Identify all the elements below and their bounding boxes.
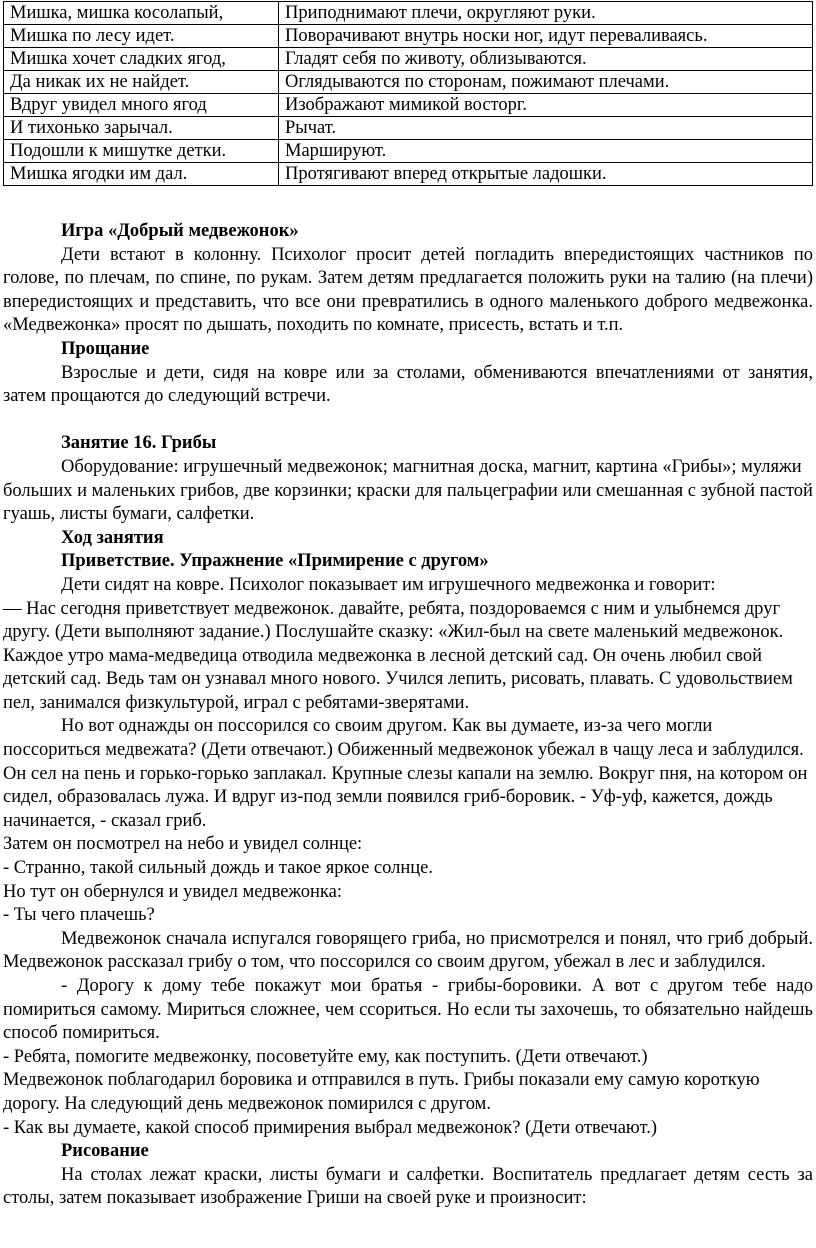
table-cell-verse: Мишка ягодки им дал.: [4, 163, 279, 186]
paragraph: Медвежонок сначала испугался говорящего гриба, но присмотрелся и понял, что гриб добрый. Медвежонок рассказал грибу о том, что поссорился со своим другом, убежал в лес и заблудился.: [3, 928, 813, 973]
paragraph: - Дорогу к дому тебе покажут мои братья - грибы-боровики. А вот с другом тебе надо помириться самому. Мириться сложнее, чем ссориться. Но если ты захочешь, то обязательно найдешь способ помириться.: [3, 976, 813, 1044]
table-cell-verse: Мишка, мишка косолапый,: [4, 2, 279, 25]
table-cell-movement: Оглядываются по сторонам, пожимают плечами.: [279, 71, 813, 94]
table-cell-verse: И тихонько зарычал.: [4, 117, 279, 140]
table-cell-verse: Подошли к мишутке детки.: [4, 140, 279, 163]
paragraph: Медвежонок поблагодарил боровика и отправился в путь. Грибы показали ему самую короткую дорогу. На следующий день медвежонок помирился с другом.: [3, 1070, 760, 1114]
table-row: [4, 71, 813, 94]
table-row: [4, 117, 813, 140]
greeting-heading: Приветствие. Упражнение «Примирение с другом»: [61, 551, 489, 572]
document-body: [3, 220, 813, 1211]
table-cell-movement: Поворачивают внутрь носки ног, идут переваливаясь.: [279, 25, 813, 48]
table-row: [4, 25, 813, 48]
paragraph: - Странно, такой сильный дождь и такое яркое солнце.: [3, 858, 434, 879]
table-cell-verse: Вдруг увидел много ягод: [4, 94, 279, 117]
paragraph: - Ребята, помогите медвежонку, посоветуйте ему, как поступить. (Дети отвечают.): [3, 1046, 648, 1067]
game-text: Дети встают в колонну. Психолог просит детей погладить впередистоящих частников по голове, по плечам, по спине, по рукам. Затем детям предлагается положить руки на талию (на плечи) впередистоящих и представить, что все они превратились в одного маленького доброго медвежонка. «Медвежонка» просят по дышать, походить по комнате, присесть, встать и т.п.: [3, 244, 813, 336]
farewell-heading: Прощание: [61, 338, 150, 359]
poem-movements-table: [3, 1, 813, 186]
lesson-heading: Занятие 16. Грибы: [61, 433, 217, 454]
equipment-text: Оборудование: игрушечный медвежонок; магнитная доска, магнит, картина «Грибы»; муляжи больших и маленьких грибов, две корзинки; краски для пальцеграфии или смешанная с зубной пастой гуашь, листы бумаги, салфетки.: [3, 456, 813, 525]
table-row: [4, 48, 813, 71]
farewell-text: Взрослые и дети, сидя на ковре или за столами, обмениваются впечатлениями от занятия, затем прощаются до следующий встречи.: [3, 362, 813, 407]
table-cell-movement: Приподнимают плечи, округляют руки.: [279, 2, 813, 25]
paragraph: - Ты чего плачешь?: [3, 905, 155, 926]
table-row: [4, 94, 813, 117]
game-heading: Игра «Добрый медвежонок»: [61, 221, 299, 241]
paragraph-gap: [3, 409, 813, 433]
paragraph: Затем он посмотрел на небо и увидел солнце:: [3, 834, 363, 855]
paragraph: - Как вы думаете, какой способ примирения выбрал медвежонок? (Дети отвечают.): [3, 1117, 657, 1138]
table-row: [4, 163, 813, 186]
drawing-heading: Рисование: [61, 1141, 149, 1162]
table-cell-movement: Протягивают вперед открытые ладошки.: [279, 163, 813, 186]
paragraph: На столах лежат краски, листы бумаги и салфетки. Воспитатель предлагает детям сесть за столы, затем показывает изображение Гриши на своей руке и произносит:: [3, 1164, 813, 1209]
table-row: [4, 140, 813, 163]
table-cell-movement: Рычат.: [279, 117, 813, 140]
table-cell-movement: Гладят себя по животу, облизываются.: [279, 48, 813, 71]
table-cell-verse: Да никак их не найдет.: [4, 71, 279, 94]
paragraph: Дети сидят на ковре. Психолог показывает им игрушечного медвежонка и говорит:: [61, 574, 716, 595]
paragraph: — Нас сегодня приветствует медвежонок. давайте, ребята, поздороваемся с ним и улыбнемся друг другу. (Дети выполняют задание.) Послушайте сказку: «Жил-был на свете маленький медвежонок. Каждое утро мама-медведица отводила медвежонка в лесной детский сад. Он очень любил свой детский сад. Ведь там он узнавал много нового. Учился лепить, рисовать, плавать. С удовольствием пел, занимался физкультурой, играл с ребятами-зверятами.: [3, 598, 793, 713]
table-cell-movement: Изображают мимикой восторг.: [279, 94, 813, 117]
table-cell-verse: Мишка по лесу идет.: [4, 25, 279, 48]
paragraph: Но вот однажды он поссорился со своим другом. Как вы думаете, из-за чего могли поссориться медвежата? (Дети отвечают.) Обиженный медвежонок убежал в чащу леса и заблудился. Он сел на пень и горько-горько заплакал. Крупные слезы капали на землю. Вокруг пня, на котором он сидел, образовалась лужа. И вдруг из-под земли появился гриб-боровик. - Уф-уф, кажется, дождь начинается, - сказал гриб.: [3, 716, 808, 831]
paragraph: Но тут он обернулся и увидел медвежонка:: [3, 881, 342, 902]
course-heading: Ход занятия: [61, 527, 164, 548]
table-cell-movement: Маршируют.: [279, 140, 813, 163]
table-row: [4, 2, 813, 25]
table-cell-verse: Мишка хочет сладких ягод,: [4, 48, 279, 71]
